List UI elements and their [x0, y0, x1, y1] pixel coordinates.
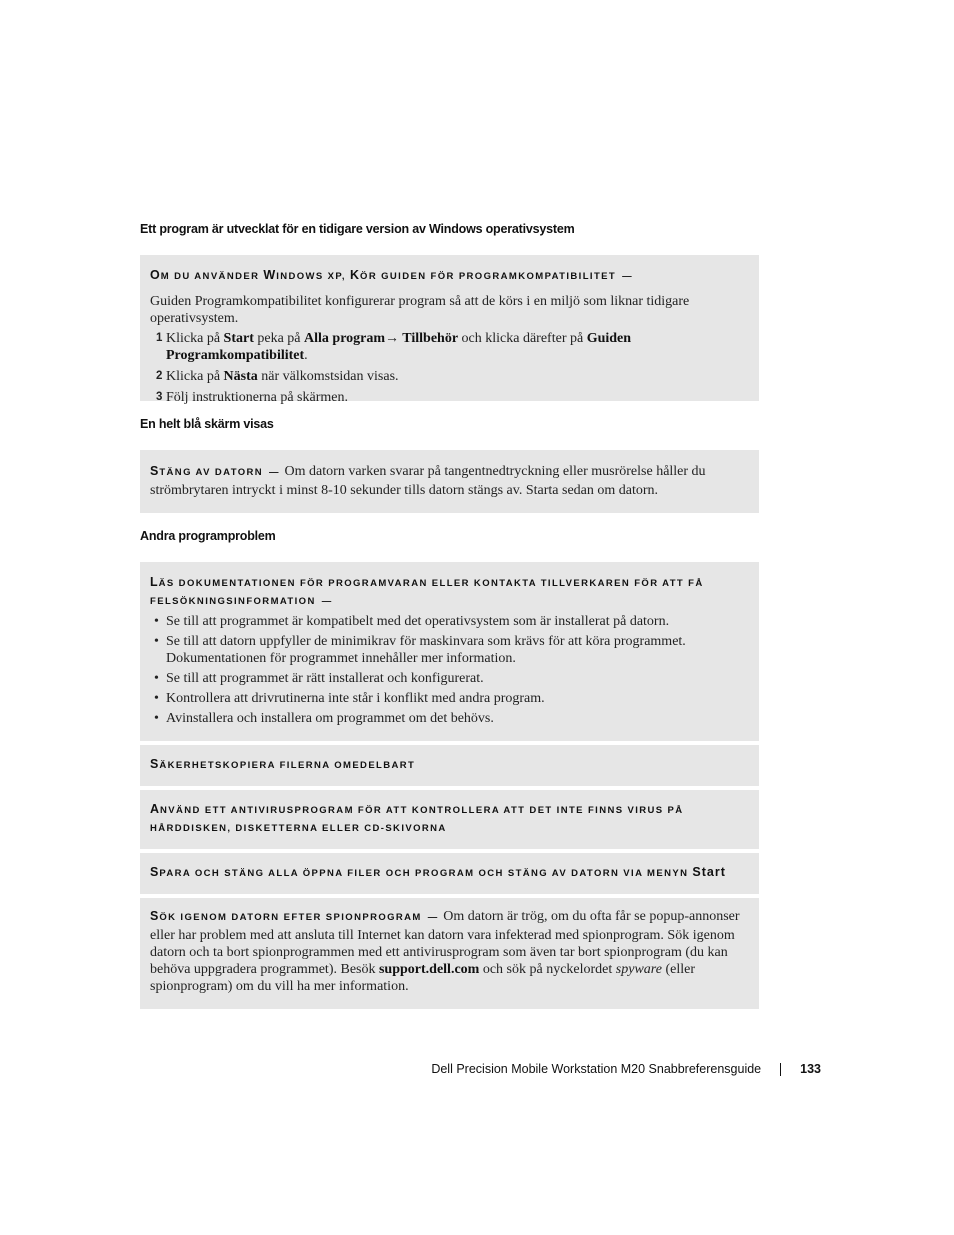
list-item: • Se till att programmet är kompatibelt med det operativsystem som är installerat på datorn.: [150, 613, 749, 630]
note-box-documentation: [140, 562, 759, 741]
note-box-shutdown: [140, 450, 759, 513]
note-box-backup: [140, 745, 759, 786]
box-title: LÄS DOKUMENTATIONEN FÖR PROGRAMVARAN ELLER KONTAKTA TILLVERKAREN FÖR ATT FÅ FELSÖKNINGSINFORMATION —: [150, 575, 704, 607]
note-box-antivirus: [140, 790, 759, 849]
footer-title: Dell Precision Mobile Workstation M20 Snabbreferensguide: [431, 1062, 762, 1076]
box-title: SPARA OCH STÄNG ALLA ÖPPNA FILER OCH PROGRAM OCH STÄNG AV DATORN VIA MENYN Start: [150, 865, 726, 879]
step-item: 3 Följ instruktionerna på skärmen.: [156, 390, 348, 405]
list-item: • Kontrollera att drivrutinerna inte står i konflikt med andra program.: [150, 690, 749, 707]
step-item: 2 Klicka på Nästa när välkomstsidan visas.: [156, 369, 399, 384]
section-heading-old-windows: Ett program är utvecklat för en tidigare version av Windows operativsystem: [140, 222, 575, 236]
section-heading-blue-screen: En helt blå skärm visas: [140, 417, 274, 431]
steps-list: [150, 330, 749, 406]
box-content: STÄNG AV DATORN — Om datorn varken svarar på tangentnedtryckning eller musrörelse håller du strömbrytaren intryckt i minst 8-10 sekunder tills datorn stängs av. Starta sedan om datorn.: [150, 464, 706, 498]
section-heading-other-problems: Andra programproblem: [140, 529, 276, 543]
list-item: • Se till att datorn uppfyller de minimikrav för maskinvara som krävs för att köra programmet. Dokumentationen för programmet innehåller mer information.: [150, 633, 749, 667]
support-link[interactable]: support.dell.com: [378, 962, 480, 977]
note-box-compatibility-wizard: [140, 255, 759, 405]
step-item: 1 Klicka på Start peka på Alla program→ Tillbehör och klicka därefter på Guiden Programkompatibilitet.: [156, 331, 632, 363]
bullet-list: [150, 613, 749, 727]
box-intro: Guiden Programkompatibilitet konfigurerar program så att de körs i en miljö som liknar tidigare operativsystem.: [150, 294, 690, 326]
page-footer: [431, 1062, 821, 1076]
box-title: ANVÄND ETT ANTIVIRUSPROGRAM FÖR ATT KONTROLLERA ATT DET INTE FINNS VIRUS PÅ HÅRDDISKEN, DISKETTERNA ELLER CD-SKIVORNA: [150, 802, 684, 834]
list-item: • Se till att programmet är rätt installerat och konfigurerat.: [150, 670, 749, 687]
note-box-spyware: [140, 898, 759, 1009]
box-title: SÄKERHETSKOPIERA FILERNA OMEDELBART: [150, 757, 416, 771]
note-box-save-and-shutdown: [140, 853, 759, 894]
footer-separator: [780, 1063, 781, 1076]
box-content: SÖK IGENOM DATORN EFTER SPIONPROGRAM — Om datorn är trög, om du ofta får se popup-annonser eller har problem med att ansluta till Internet kan datorn vara infekterad med spionprogram. Sök igenom datorn och ta bort spionprogrammen med ett antivirusprogram som även tar bort spionprogram (du kan behöva uppgradera programmet). Besök support.dell.com och sök på nyckelordet spyware (eller spionprogram) om du vill ha mer information.: [150, 909, 740, 994]
box-title: OM DU ANVÄNDER WINDOWS XP, KÖR GUIDEN FÖR PROGRAMKOMPATIBILITET —: [150, 268, 632, 282]
page-number: 133: [800, 1062, 821, 1076]
list-item: • Avinstallera och installera om programmet om det behövs.: [150, 710, 749, 727]
